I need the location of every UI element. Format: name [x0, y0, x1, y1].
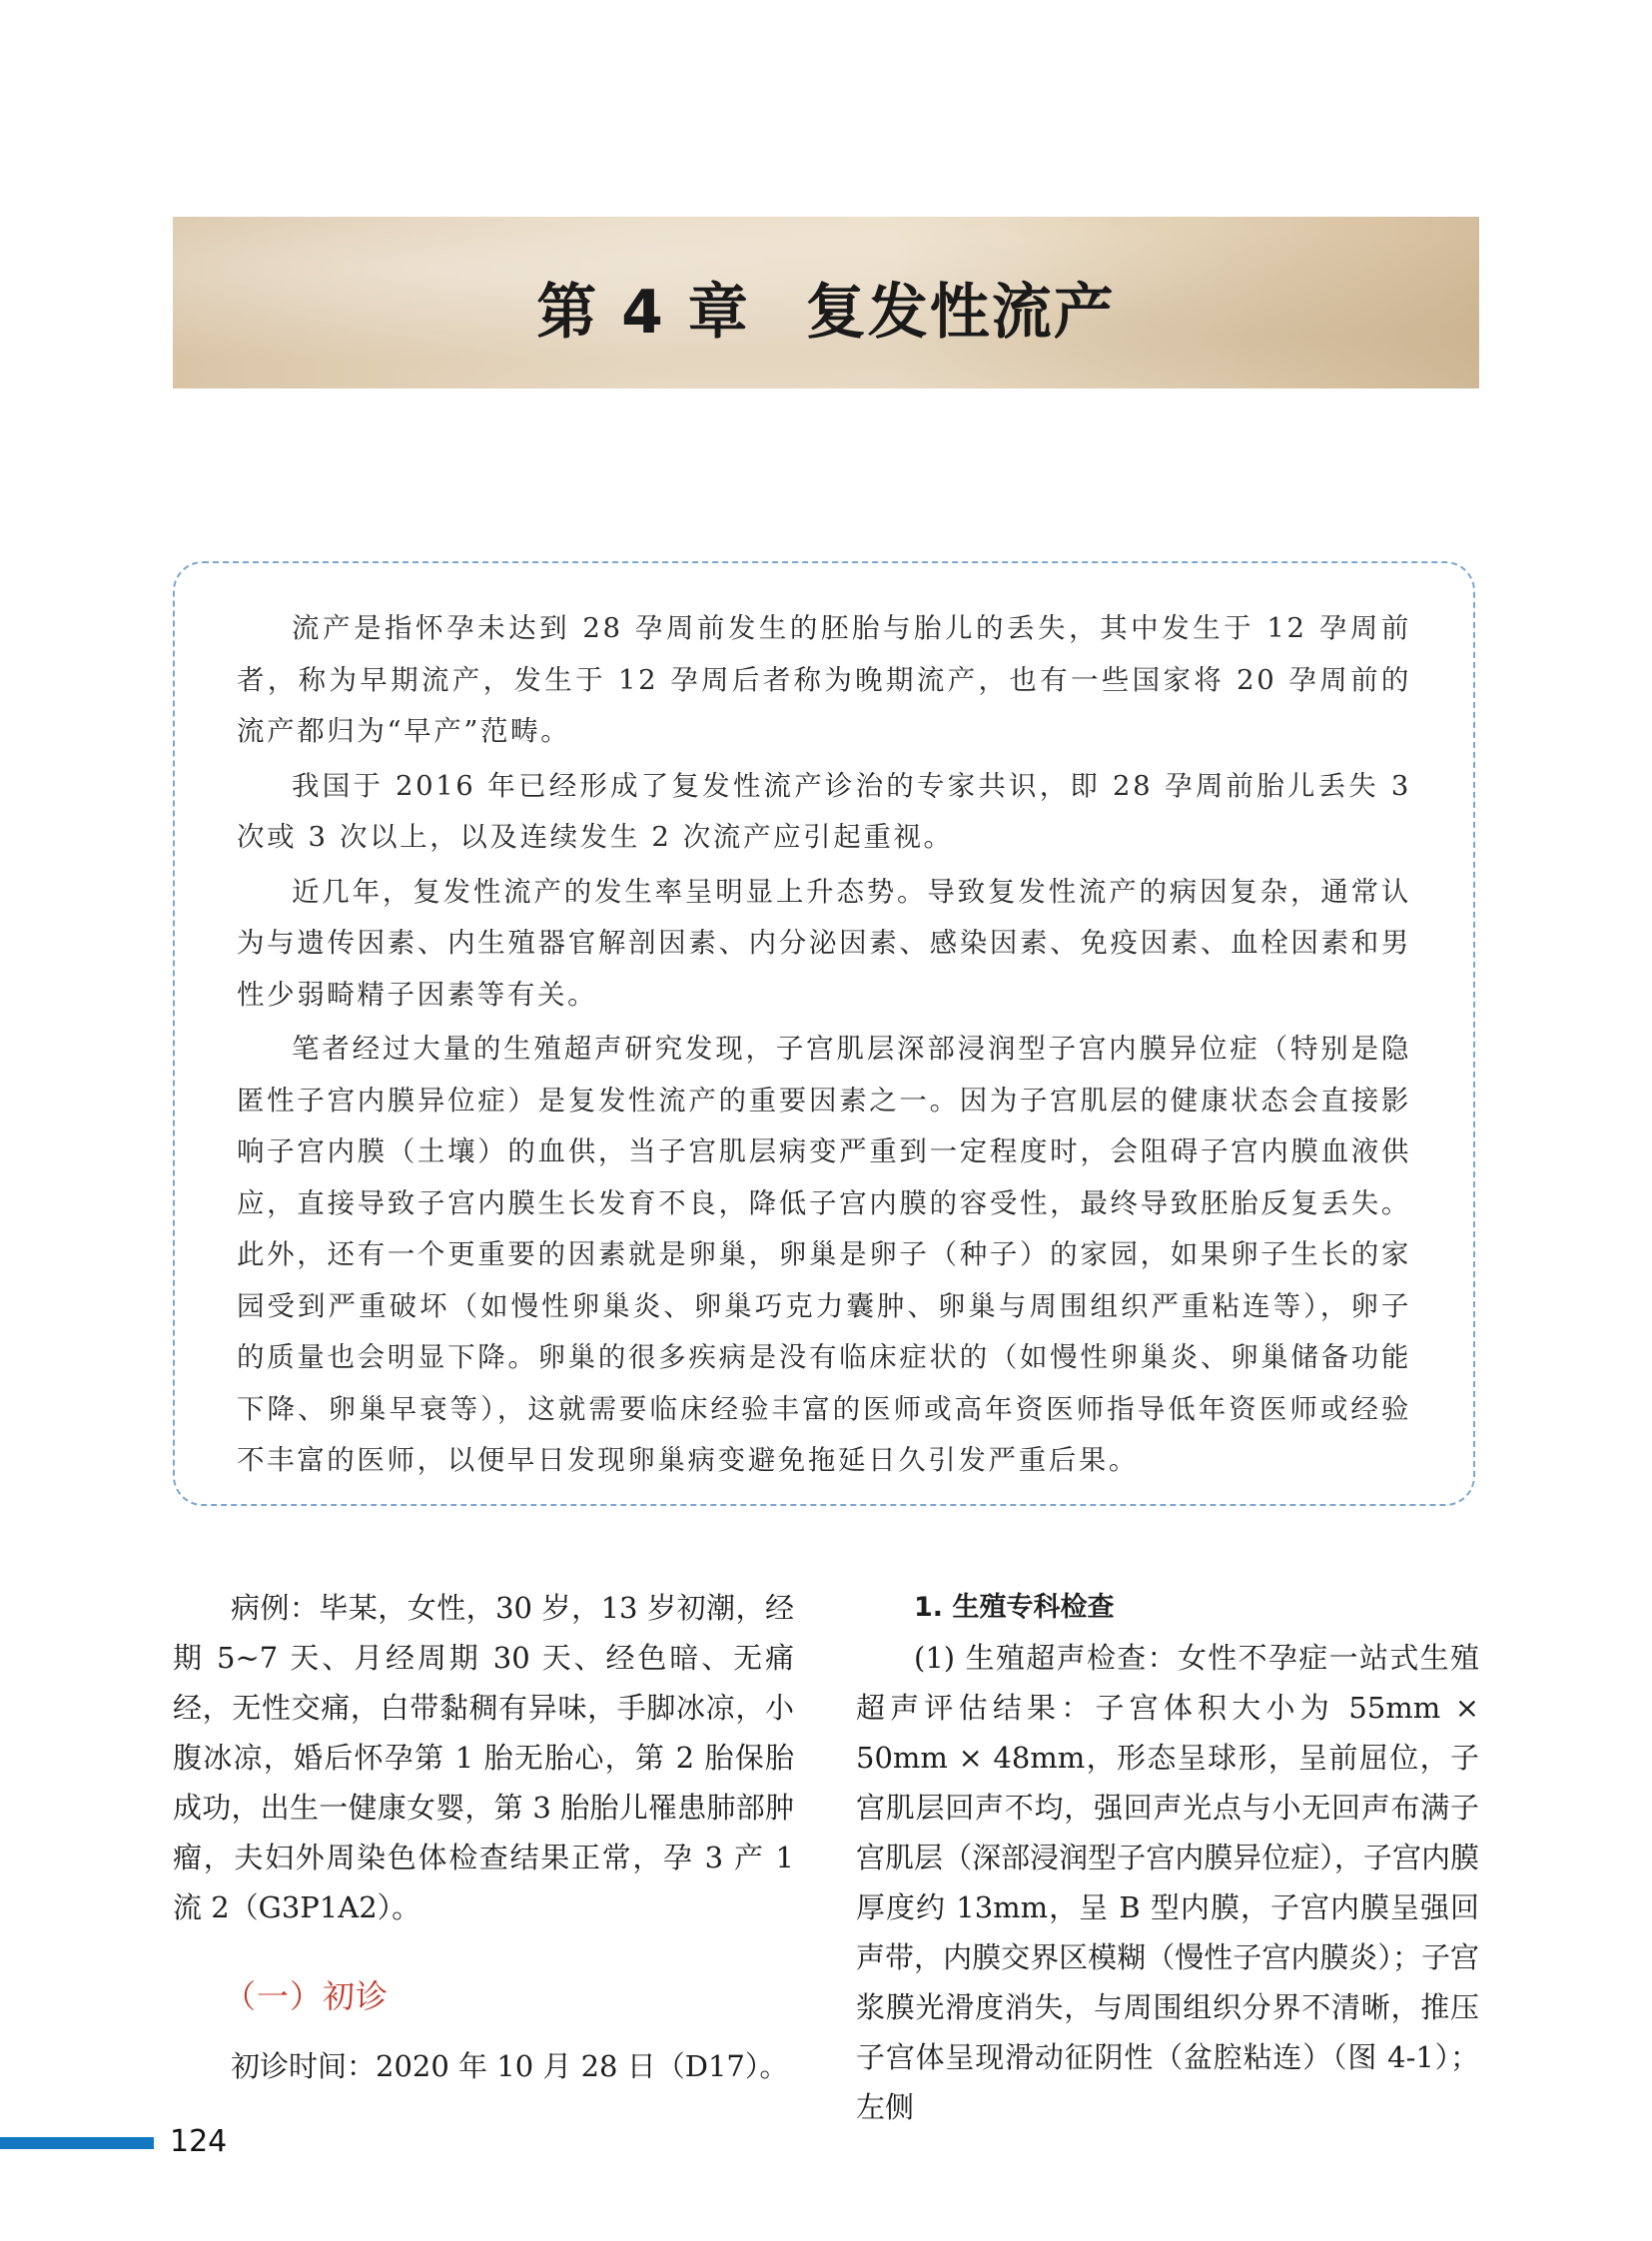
- chapter-banner: [173, 217, 1479, 388]
- footer-accent-bar: [0, 2137, 154, 2149]
- chapter-name: 复发性流产: [805, 278, 1116, 348]
- abstract-paragraph: 笔者经过大量的生殖超声研究发现，子宫肌层深部浸润型子宫内膜异位症（特别是隐匿性子宫内膜异位症）是复发性流产的重要因素之一。因为子宫肌层的健康状态会直接影响子宫内膜（土壤）的血供，当子宫肌层病变严重到一定程度时，会阻碍子宫内膜血液供应，直接导致子宫内膜生长发育不良，降低子宫内膜的容受性，最终导致胚胎反复丢失。此外，还有一个更重要的因素就是卵巢，卵巢是卵子（种子）的家园，如果卵子生长的家园受到严重破坏（如慢性卵巢炎、卵巢巧克力囊肿、卵巢与周围组织严重粘连等），卵子的质量也会明显下降。卵巢的很多疾病是没有临床症状的（如慢性卵巢炎、卵巢储备功能下降、卵巢早衰等），这就需要临床经验丰富的医师或高年资医师指导低年资医师或经验不丰富的医师，以便早日发现卵巢病变避免拖延日久引发严重后果。: [237, 1033, 1411, 1476]
- exam-heading: 1. 生殖专科检查: [914, 1592, 1115, 1623]
- chapter-number: 第 4 章: [536, 278, 750, 348]
- abstract-paragraph: 流产是指怀孕未达到 28 孕周前发生的胚胎与胎儿的丢失，其中发生于 12 孕周前者，称为早期流产，发生于 12 孕周后者称为晚期流产，也有一些国家将 20 孕周前的流产都归为“早产”范畴。: [237, 612, 1411, 747]
- left-column: [173, 1583, 794, 1932]
- abstract-paragraph: 近几年，复发性流产的发生率呈明显上升态势。导致复发性流产的病因复杂，通常认为与遗传因素、内生殖器官解剖因素、内分泌因素、感染因素、免疫因素、血栓因素和男性少弱畸精子因素等有关。: [237, 875, 1411, 1011]
- right-column: [856, 1583, 1479, 2132]
- visit-time: 初诊时间：2020 年 10 月 28 日（D17）。: [231, 2049, 789, 2083]
- page-number: 124: [170, 2124, 228, 2159]
- abstract-paragraph: 我国于 2016 年已经形成了复发性流产诊治的专家共识，即 28 孕周前胎儿丢失 3 次或 3 次以上，以及连续发生 2 次流产应引起重视。: [237, 769, 1411, 853]
- abstract-text: [237, 603, 1411, 1490]
- abstract-box: [173, 561, 1475, 1506]
- chapter-title: [173, 265, 1479, 351]
- exam-text: (1) 生殖超声检查：女性不孕症一站式生殖超声评估结果：子宫体积大小为 55mm × 50mm × 48mm，形态呈球形，呈前屈位，子宫肌层回声不均，强回声光点与小无回声布满子宫肌层（深部浸润型子宫内膜异位症），子宫内膜厚度约 13mm，呈 B 型内膜，子宫内膜呈强回声带，内膜交界区模糊（慢性子宫内膜炎）；子宫浆膜光滑度消失，与周围组织分界不清晰，推压子宫体呈现滑动征阴性（盆腔粘连）（图 4-1）；左侧: [856, 1641, 1479, 2124]
- section-heading: （一）初诊: [224, 1977, 390, 2015]
- case-description: 病例：毕某，女性，30 岁，13 岁初潮，经期 5~7 天、月经周期 30 天、经色暗、无痛经，无性交痛，白带黏稠有异味，手脚冰凉，小腹冰凉，婚后怀孕第 1 胎无胎心，第 2 胎保胎成功，出生一健康女婴，第 3 胎胎儿罹患肺部肿瘤，夫妇外周染色体检查结果正常，孕 3 产 1 流 2（G3P1A2）。: [173, 1591, 794, 1924]
